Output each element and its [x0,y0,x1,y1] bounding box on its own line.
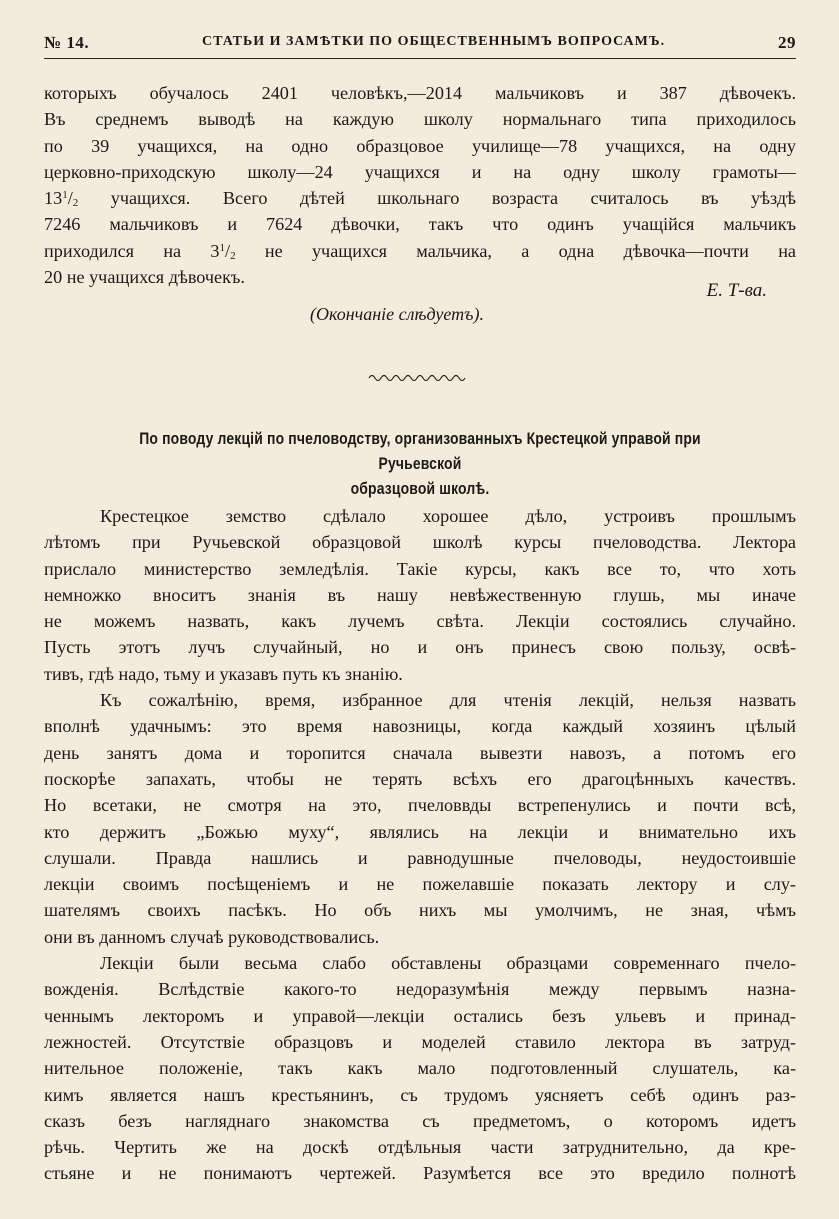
text-line: день занятъ дома и торопится сначала вывезти навозъ, а потомъ его [44,742,796,763]
text-line: которыхъ обучалось 2401 человѣкъ,—2014 мальчиковъ и 387 дѣвочекъ. [44,83,796,103]
text-line: сказъ безъ нагляднаго знакомства съ предметомъ, о которомъ идетъ [44,1110,796,1131]
to-be-continued-note: (Окончаніе слѣдуетъ). [310,304,484,324]
text-line: они въ данномъ случаѣ руководствовались. [44,926,380,947]
text-line: шателямъ своихъ пасѣкъ. Но объ нихъ мы умолчимъ, не зная, чѣмъ [44,900,796,921]
text-line: кимъ является нашъ крестьянинъ, съ трудомъ уясняетъ себѣ одинъ раз- [44,1084,796,1105]
text-line: 7246 мальчиковъ и 7624 дѣвочки, такъ что одинъ учащійся мальчикъ [44,214,796,235]
text-line: Пусть этотъ лучъ случайный, но и онъ принесъ свою пользу, освѣ- [44,637,796,658]
issue-number: № 14. [44,33,90,52]
text-line: вполнѣ удачнымъ: это время навозницы, когда каждый хозяинъ цѣлый [44,716,796,737]
text-line: Крестецкое земство сдѣлало хорошее дѣло, устроивъ прошлымъ [100,506,796,526]
article-title-line: образцовой школѣ. [350,479,490,498]
text-line: немножко вноситъ знанія въ нашу невѣжественную глушь, мы иначе [44,584,796,605]
text-line: 20 не учащихся дѣвочекъ. [44,267,245,288]
text-line: церковно-приходскую школу—24 учащихся и на одну школу грамоты— [44,161,796,182]
text-line: вожденія. Вслѣдствіе какого-то недоразумѣнія между первымъ назна- [44,979,796,1000]
article-title [112,426,729,501]
text-line: по 39 учащихся, на одно образцовое училище—78 учащихся, на одну [44,135,796,156]
section-title: СТАТЬИ И ЗАМѢТКИ ПО ОБЩЕСТВЕННЫМЪ ВОПРОСАМЪ. [202,34,666,49]
section-divider-ornament [367,372,467,384]
page-number: 29 [778,33,796,52]
text-line: $13^1/_2$ учащихся. Всего дѣтей школьнаго возраста считалось въ уѣздѣ [44,188,796,210]
paragraph [44,503,796,687]
text-line: стьяне и не понимаютъ чертежей. Разумѣется все это вредило полнотѣ [44,1163,796,1184]
text-line: приходился на $3^1/_2$ не учащихся мальчика, а одна дѣвочка—почти на [44,240,796,262]
header-rule [44,58,796,59]
text-line: ченнымъ лекторомъ и управой—лекціи остались безъ ульевъ и принад- [44,1005,796,1026]
text-line: слушали. Правда нашлись и равнодушные пчеловоды, неудостоившіе [44,847,796,868]
text-line: Въ среднемъ выводѣ на каждую школу нормальнаго типа приходилось [44,109,796,130]
text-line: лекціи своимъ посѣщеніемъ и не пожелавшіе показать лектору и слу- [44,874,796,895]
text-line: нительное положеніе, такъ какъ мало подготовленный слушатель, ка- [44,1058,796,1079]
text-line: кто держитъ „Божью муху“, являлись на лекціи и внимательно ихъ [44,821,796,842]
text-line: лѣтомъ при Ручьевской образцовой школѣ курсы пчеловодства. Лектора [44,532,796,553]
text-line: прислало министерство земледѣлія. Такіе курсы, какъ все то, что хоть [44,558,796,579]
previous-article-ending [44,80,796,290]
text-line: Лекціи были весьма слабо обставлены образцами современнаго пчело- [100,953,796,974]
paragraph [44,687,796,950]
text-line: Къ сожалѣнію, время, избранное для чтенія лекцій, нельзя назвать [100,690,796,711]
article-body [44,503,796,1187]
author-signature: Е. Т-ва. [706,280,767,301]
text-line: тивъ, гдѣ надо, тьму и указавъ путь къ знанію. [44,663,403,684]
paragraph [44,950,796,1187]
article-title-line: По поводу лекцій по пчеловодству, организованныхъ Крестецкой управой при Ручьевской [139,429,701,473]
running-header [44,30,796,56]
text-line: не можемъ назвать, какъ лучемъ свѣта. Лекціи состоялись случайно. [44,611,796,632]
text-line: Но всетаки, не смотря на это, пчеловвды встрепенулись и почти всѣ, [44,795,796,816]
text-line: поскорѣе запахать, чтобы не терять всѣхъ его драгоцѣнныхъ качествъ. [44,768,796,789]
text-line: рѣчь. Чертить же на доскѣ отдѣльныя части затруднительно, да кре- [44,1137,796,1158]
text-line: лежностей. Отсутствіе образцовъ и моделей ставило лектора въ затруд- [44,1031,796,1052]
